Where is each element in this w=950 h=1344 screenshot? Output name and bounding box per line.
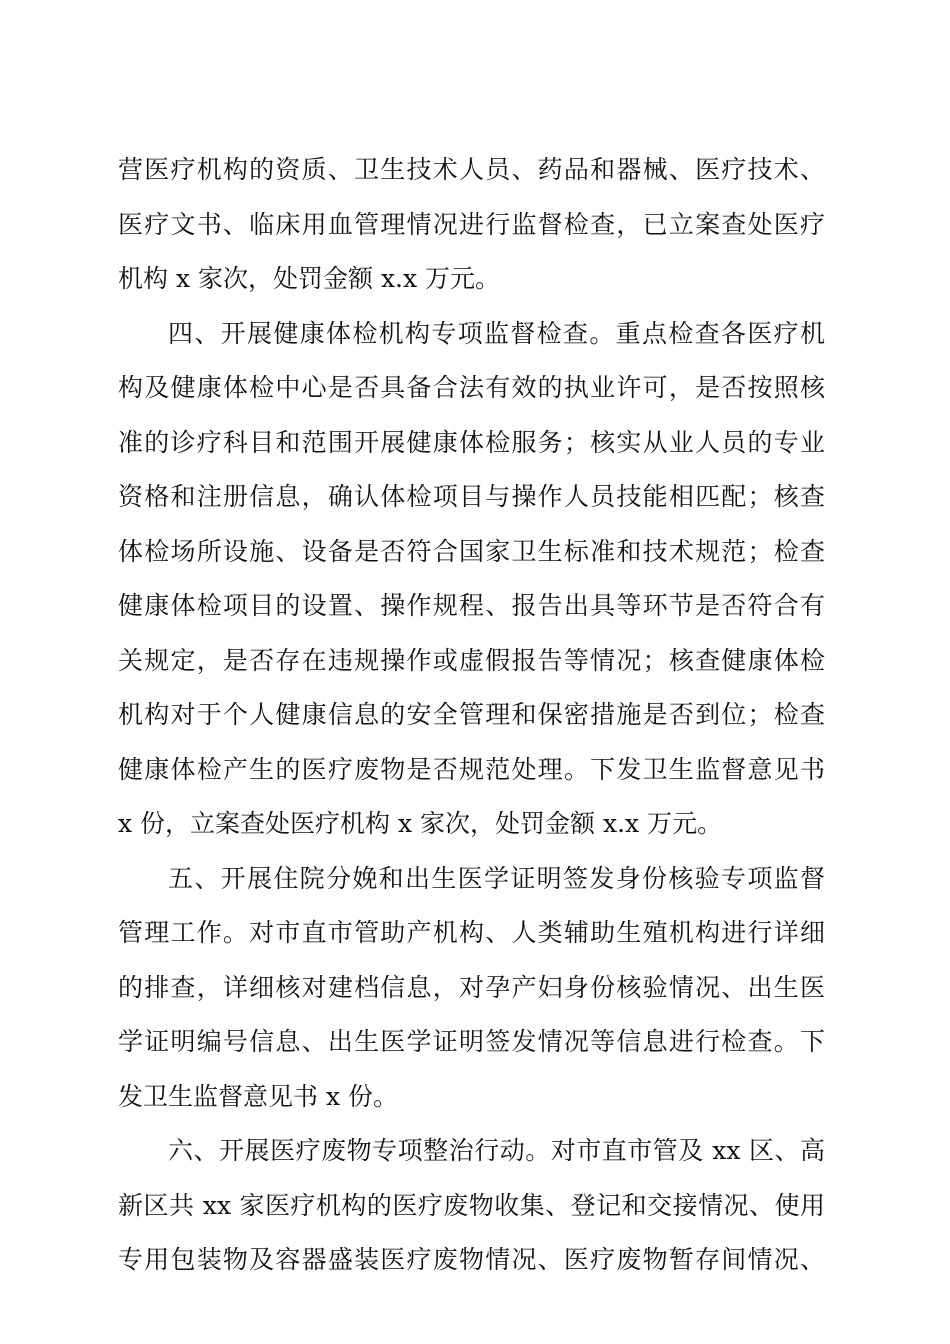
text-line: 健康体检产生的医疗废物是否规范处理。下发卫生监督意见书: [118, 754, 825, 784]
text-line: 准的诊疗科目和范围开展健康体检服务；核实从业人员的专业: [118, 427, 825, 457]
text-line: 体检场所设施、设备是否符合国家卫生标准和技术规范；检查: [118, 536, 825, 566]
text-line: 的排查，详细核对建档信息，对孕产妇身份核验情况、出生医: [118, 972, 825, 1002]
document-body: [118, 143, 825, 1288]
text-line: 机构对于个人健康信息的安全管理和保密措施是否到位；检查: [118, 700, 825, 729]
text-line: 专用包装物及容器盛装医疗废物情况、医疗废物暂存间情况、: [118, 1245, 825, 1274]
text-line: 构及健康体检中心是否具备合法有效的执业许可，是否按照核: [118, 373, 825, 402]
text-line: 关规定，是否存在违规操作或虚假报告等情况；核查健康体检: [118, 645, 825, 675]
text-line: 医疗文书、临床用血管理情况进行监督检查，已立案查处医疗: [118, 209, 825, 239]
section-heading-line: 四、开展健康体检机构专项监督检查。重点检查各医疗机: [168, 318, 825, 348]
text-line: 管理工作。对市直市管助产机构、人类辅助生殖机构进行详细: [118, 918, 825, 947]
text-line: 资格和注册信息，确认体检项目与操作人员技能相匹配；核查: [118, 482, 825, 511]
text-line: 营医疗机构的资质、卫生技术人员、药品和器械、医疗技术、: [118, 155, 825, 184]
section-heading-line: 六、开展医疗废物专项整治行动。对市直市管及 xx 区、高: [168, 1136, 825, 1165]
text-line: 新区共 xx 家医疗机构的医疗废物收集、登记和交接情况、使用: [118, 1190, 825, 1220]
text-line: 学证明编号信息、出生医学证明签发情况等信息进行检查。下: [118, 1027, 825, 1056]
text-line: 健康体检项目的设置、操作规程、报告出具等环节是否符合有: [118, 591, 825, 620]
text-line: 发卫生监督意见书 x 份。: [118, 1081, 398, 1111]
text-line: x 份，立案查处医疗机构 x 家次，处罚金额 x.x 万元。: [118, 809, 723, 838]
section-heading-line: 五、开展住院分娩和出生医学证明签发身份核验专项监督: [168, 863, 825, 893]
text-line: 机构 x 家次，处罚金额 x.x 万元。: [118, 264, 501, 293]
